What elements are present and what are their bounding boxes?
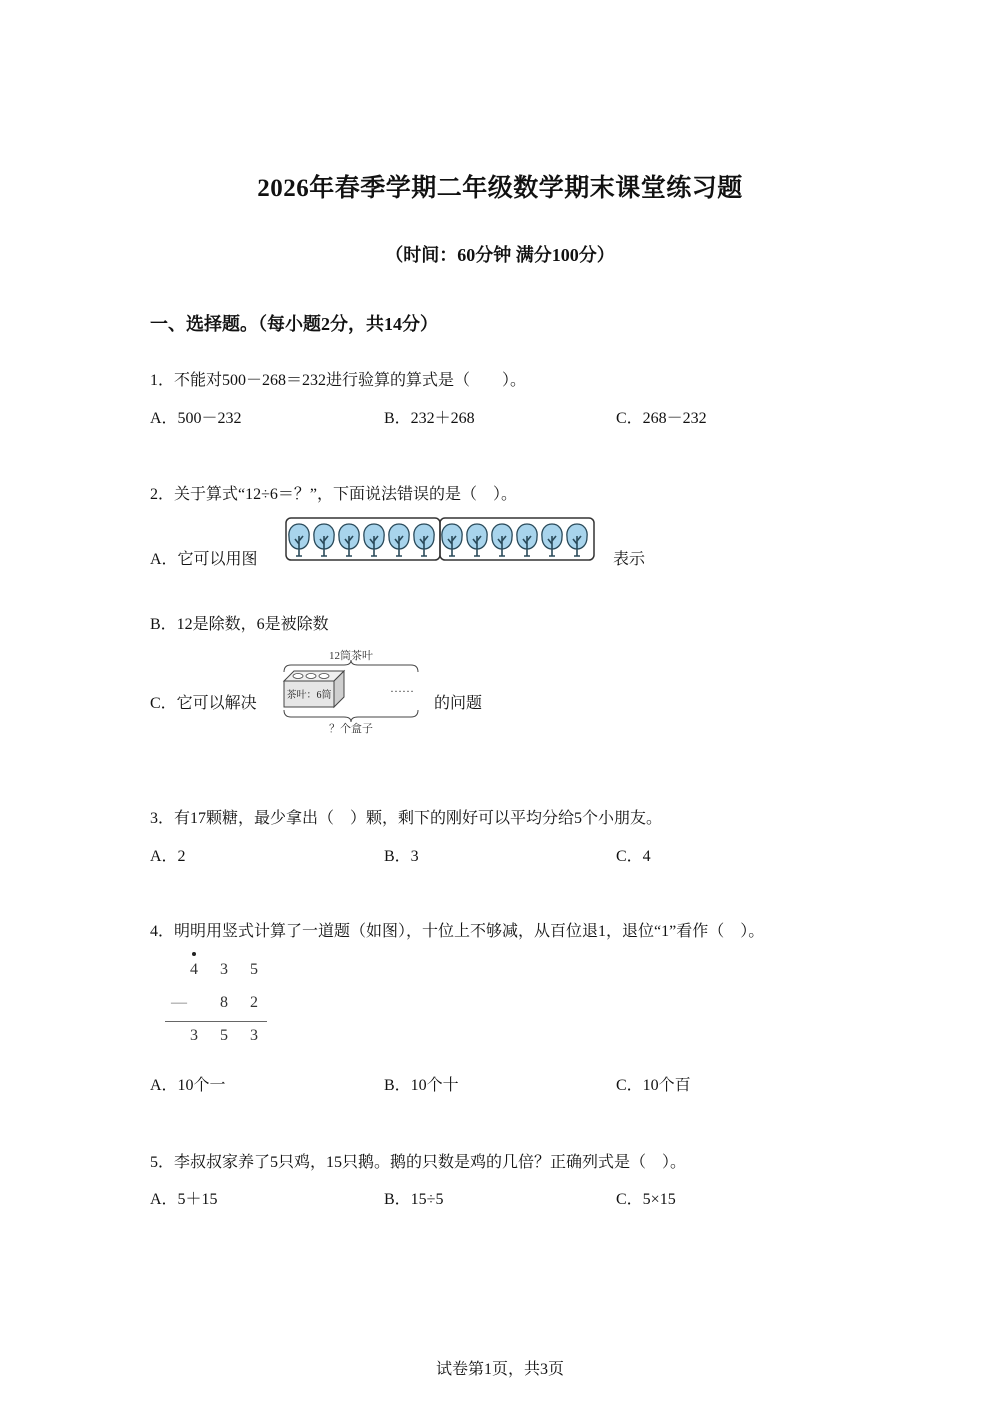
question-2-option-a-prefix[interactable]: A．它可以用图 xyxy=(150,551,258,568)
tea-box xyxy=(284,671,344,707)
digit: 8 xyxy=(220,994,228,1011)
section-heading: 一、选择题。（每小题2分，共14分） xyxy=(150,314,438,334)
question-3-option-b[interactable]: B．3 xyxy=(384,848,419,865)
question-1-stem: 1．不能对500－268＝232进行验算的算式是（ ）。 xyxy=(150,372,527,389)
bottom-brace xyxy=(284,710,418,722)
result-line xyxy=(165,1021,267,1022)
question-1-option-b[interactable]: B．232＋268 xyxy=(384,410,475,427)
minus-sign: — xyxy=(171,994,187,1011)
question-4-option-a[interactable]: A．10个一 xyxy=(150,1077,226,1094)
tree-icon xyxy=(467,524,487,556)
question-4-option-b[interactable]: B．10个十 xyxy=(384,1077,459,1094)
question-4-stem: 4．明明用竖式计算了一道题（如图），十位上不够减，从百位退1，退位“1”看作（ ）。 xyxy=(150,923,765,940)
exam-subtitle: （时间：60分钟 满分100分） xyxy=(385,245,615,265)
ellipsis-text: …… xyxy=(390,681,414,695)
question-3-option-c[interactable]: C．4 xyxy=(616,848,651,865)
question-5-stem: 5．李叔叔家养了5只鸡，15只鹅。鹅的只数是鸡的几倍？正确列式是（ ）。 xyxy=(150,1154,687,1171)
page-title: 2026年春季学期二年级数学期末课堂练习题 xyxy=(257,175,743,202)
tree-icon xyxy=(414,524,434,556)
question-5-option-b[interactable]: B．15÷5 xyxy=(384,1191,444,1208)
question-2-option-b[interactable]: B．12是除数，6是被除数 xyxy=(150,616,329,633)
tree-icon xyxy=(442,524,462,556)
question-1-option-c[interactable]: C．268－232 xyxy=(616,410,707,427)
tree-icon xyxy=(339,524,359,556)
tea-total-label: 12筒茶叶 xyxy=(329,650,373,662)
question-4-option-c[interactable]: C．10个百 xyxy=(616,1077,691,1094)
tree-icon xyxy=(389,524,409,556)
vertical-subtraction xyxy=(165,950,270,1050)
digit: 3 xyxy=(250,1027,258,1044)
tree-icon xyxy=(364,524,384,556)
question-2-stem: 2．关于算式“12÷6＝？”，下面说法错误的是（ ）。 xyxy=(150,486,517,503)
digit: 5 xyxy=(250,961,258,978)
digit: 2 xyxy=(250,994,258,1011)
question-3-stem: 3．有17颗糖，最少拿出（ ）颗，剩下的刚好可以平均分给5个小朋友。 xyxy=(150,810,663,827)
digit: 3 xyxy=(190,1027,198,1044)
tree-groups-figure xyxy=(284,516,600,564)
digit: 3 xyxy=(220,961,228,978)
tree-icon xyxy=(314,524,334,556)
question-2-option-c-suffix: 的问题 xyxy=(434,695,483,712)
tree-icon xyxy=(517,524,537,556)
tree-icon xyxy=(567,524,587,556)
tea-boxes-figure xyxy=(278,646,424,736)
top-brace xyxy=(284,660,418,672)
borrow-dot xyxy=(192,952,196,956)
page-footer: 试卷第1页，共3页 xyxy=(435,1361,564,1378)
question-1-option-a[interactable]: A．500－232 xyxy=(150,410,242,427)
digit: 5 xyxy=(220,1027,228,1044)
question-5-option-c[interactable]: C．5×15 xyxy=(616,1191,676,1208)
question-5-option-a[interactable]: A．5＋15 xyxy=(150,1191,218,1208)
tree-icon xyxy=(289,524,309,556)
digit: 4 xyxy=(190,961,198,978)
tree-icon xyxy=(542,524,562,556)
question-2-option-c-prefix[interactable]: C．它可以解决 xyxy=(150,695,257,712)
box-count-label: ？个盒子 xyxy=(329,723,373,735)
tree-icon xyxy=(492,524,512,556)
question-3-option-a[interactable]: A．2 xyxy=(150,848,186,865)
tea-box-label: 茶叶：6筒 xyxy=(286,690,332,701)
question-2-option-a-suffix: 表示 xyxy=(613,551,646,568)
